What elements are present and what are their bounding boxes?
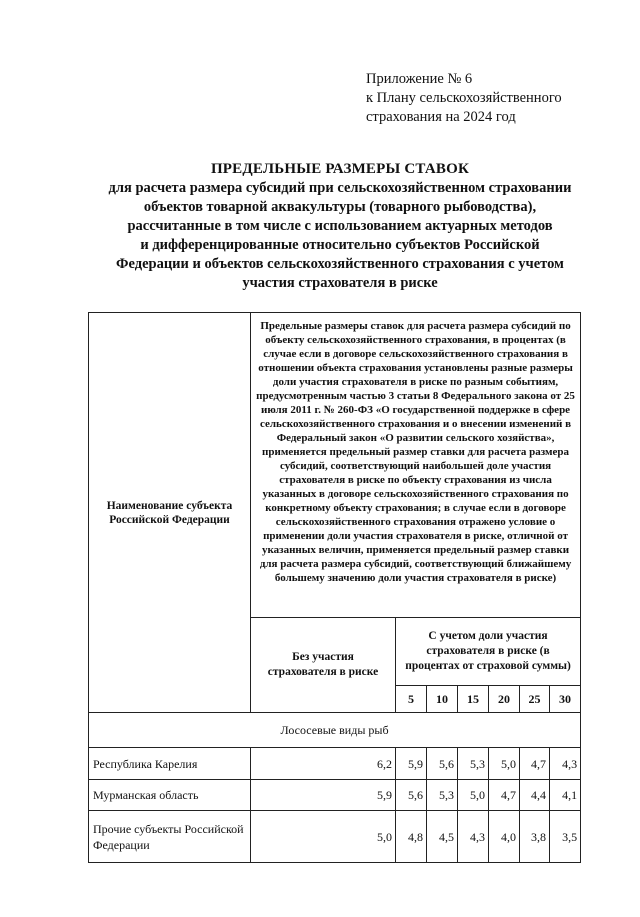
- title-line: рассчитанные в том числе с использованием актуарных методов: [127, 218, 553, 234]
- header-with-share: [396, 618, 581, 686]
- share-header: 20: [489, 686, 520, 713]
- share-header: 25: [520, 686, 550, 713]
- rate-cell: 5,3: [458, 748, 489, 780]
- header-without-share: [251, 618, 396, 713]
- rate-cell: 4,3: [458, 811, 489, 863]
- group-row: Лососевые виды рыб: [89, 713, 581, 748]
- share-header: 5: [396, 686, 427, 713]
- row-name: Мурманская область: [89, 780, 251, 811]
- rate-cell: 5,0: [458, 780, 489, 811]
- header-rates-text: Предельные размеры ставок для расчета размера субсидий по объекту сельскохозяйственного страхования, в процентах (в случае если в договоре сельскохозяйственного страхования в отношении объекта страхования установлены разные размеры доли участия страхователя в риске по разным событиям, предусмотренным частью 3 статьи 8 Федерального закона от 25 июля 2011 г. № 260-ФЗ «О государственной поддержке в сфере сельскохозяйственного страхования и о внесении изменений в Федеральный закон «О развитии сельского хозяйства», применяется предельный размер ставки для расчета размера субсидий, соответствующий наибольшей доле участия страхователя в риске по объекту страхования из числа указанных в договоре сельскохозяйственного страхования по конкретному объекту страхования; в случае если в договоре сельскохозяйственного страхования отражено условие о применении доли участия страхователя в риске, отличной от указанных величин, применяется предельный размер ставки для расчета размера субсидий, соответствующий ближайшему большему значению доли участия страхователя в риске): [256, 320, 575, 584]
- rate-cell: 4,3: [550, 748, 581, 780]
- row-name: Прочие субъекты Российской Федерации: [89, 811, 251, 863]
- appendix-line: Приложение № 6: [366, 71, 473, 87]
- rate-cell: 4,4: [520, 780, 550, 811]
- share-header: 30: [550, 686, 581, 713]
- rate-cell: 4,7: [520, 748, 550, 780]
- rate-cell: 3,8: [520, 811, 550, 863]
- document-title: [40, 160, 640, 293]
- header-rates: [251, 313, 581, 618]
- title-line: Федерации и объектов сельскохозяйственного страхования с учетом: [116, 256, 564, 272]
- rate-cell: 5,6: [427, 748, 458, 780]
- header-without-share-text: Без участия страхователя в риске: [267, 651, 379, 678]
- header-subject-text: Наименование субъекта Российской Федерации: [106, 499, 233, 526]
- appendix-line: к Плану сельскохозяйственного: [366, 90, 562, 106]
- table-row: [89, 748, 581, 780]
- title-line: для расчета размера субсидий при сельскохозяйственном страховании: [108, 180, 572, 196]
- share-header: 10: [427, 686, 458, 713]
- rate-cell: 4,1: [550, 780, 581, 811]
- rate-cell: 4,0: [489, 811, 520, 863]
- rate-cell: 3,5: [550, 811, 581, 863]
- rate-cell: 5,0: [251, 811, 396, 863]
- title-line: участия страхователя в риске: [242, 275, 438, 291]
- title-line: объектов товарной аквакультуры (товарного рыбоводства),: [143, 199, 537, 215]
- table-row: [89, 811, 581, 863]
- rate-cell: 5,0: [489, 748, 520, 780]
- rate-cell: 5,9: [251, 780, 396, 811]
- rates-table: [88, 312, 581, 863]
- title-line: и дифференцированные относительно субъектов Российской: [140, 237, 540, 253]
- rate-cell: 4,8: [396, 811, 427, 863]
- rate-cell: 4,5: [427, 811, 458, 863]
- share-header: 15: [458, 686, 489, 713]
- table-row: [89, 780, 581, 811]
- rate-cell: 5,9: [396, 748, 427, 780]
- header-with-share-text: С учетом доли участия страхователя в риске (в процентах от страховой суммы): [405, 630, 571, 672]
- rate-cell: 5,6: [396, 780, 427, 811]
- row-name: Республика Карелия: [89, 748, 251, 780]
- appendix-line: страхования на 2024 год: [366, 109, 516, 125]
- rate-cell: 5,3: [427, 780, 458, 811]
- title-heading: ПРЕДЕЛЬНЫЕ РАЗМЕРЫ СТАВОК: [210, 161, 470, 177]
- rate-cell: 4,7: [489, 780, 520, 811]
- appendix-block: [366, 70, 562, 127]
- header-subject: [89, 313, 251, 713]
- rate-cell: 6,2: [251, 748, 396, 780]
